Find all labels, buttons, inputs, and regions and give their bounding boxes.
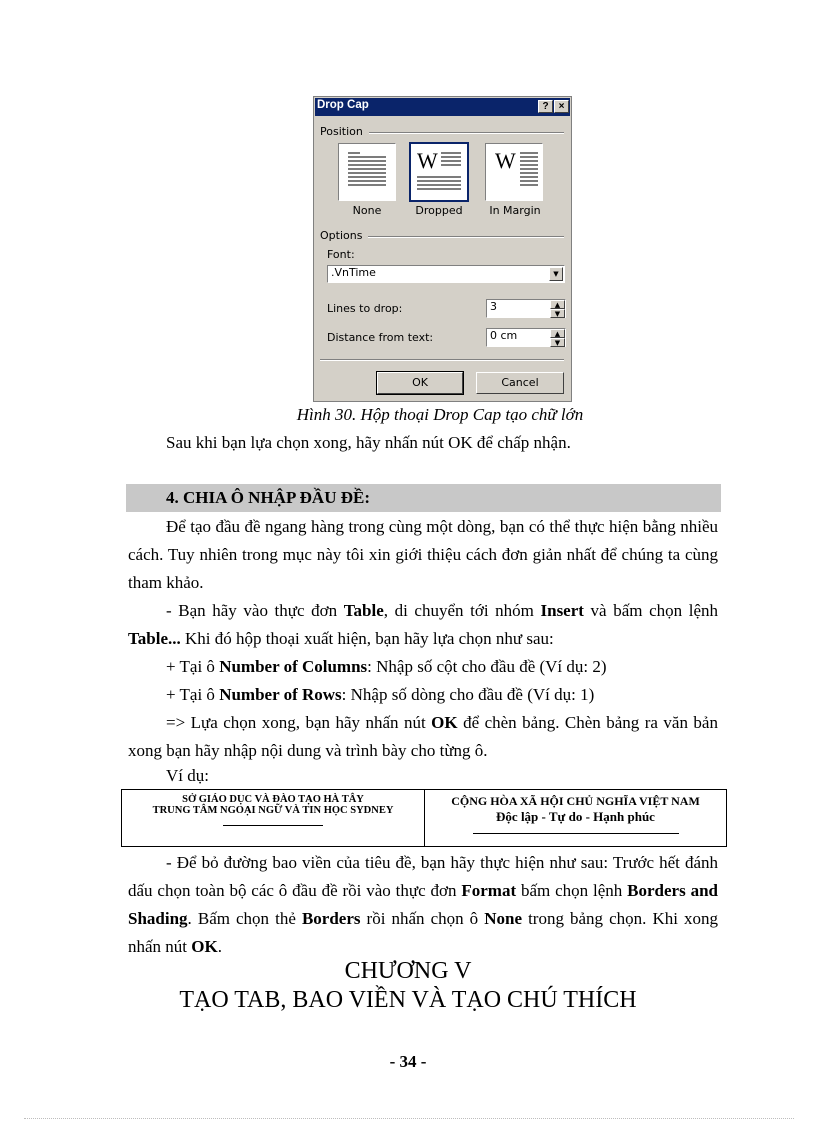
page-number: - 34 -	[389, 1052, 427, 1071]
example-table	[121, 789, 727, 847]
example-cell-right	[425, 790, 726, 846]
options-group-line	[368, 236, 564, 238]
text-lines-icon	[348, 152, 386, 188]
button-name-ok: OK	[191, 937, 218, 956]
text-run: + Tại ô	[166, 685, 220, 704]
text-run: . Bấm chọn thẻ	[187, 909, 302, 928]
command-name-table: Table...	[128, 629, 181, 648]
text-run: bấm chọn lệnh	[516, 881, 628, 900]
dialog-title: Drop Cap	[317, 99, 369, 111]
after-caption-text: Sau khi bạn lựa chọn xong, hãy nhấn nút OK để chấp nhận.	[166, 433, 571, 452]
text-run: : Nhập số dòng cho đầu đề (Ví dụ: 1)	[341, 685, 595, 704]
paragraph-1: Để tạo đầu đề ngang hàng trong cùng một dòng, bạn có thể thực hiện bằng nhiều cách. Tuy nhiên trong mục này tôi xin giới thiệu cách đơn giản nhất để chúng ta cùng tham khảo.	[128, 517, 718, 592]
example-label: Ví dụ:	[166, 766, 209, 785]
font-dropdown-chevron-icon[interactable]: ▼	[549, 267, 563, 281]
button-separator	[320, 359, 564, 361]
text-lines-icon	[520, 152, 538, 188]
text-run: , di chuyển tới nhóm	[383, 601, 541, 620]
lines-to-drop-label: Lines to drop:	[327, 302, 403, 315]
distance-spin-down-icon[interactable]: ▼	[550, 338, 565, 347]
close-icon[interactable]: ×	[554, 100, 569, 113]
lines-to-drop-value: 3	[490, 300, 497, 313]
cancel-button[interactable]: Cancel	[476, 372, 564, 394]
menu-name-table: Table	[343, 601, 384, 620]
lines-spin-down-icon[interactable]: ▼	[550, 309, 565, 318]
field-name-columns: Number of Columns	[219, 657, 368, 676]
example-left-line2: TRUNG TÂM NGOẠI NGỮ VÀ TIN HỌC SYDNEY	[152, 805, 394, 816]
field-name-rows: Number of Rows	[219, 685, 342, 704]
section-heading: 4. CHIA Ô NHẬP ĐẦU ĐỀ:	[166, 488, 371, 507]
distance-from-text-value: 0 cm	[490, 329, 518, 342]
drop-cap-letter: W	[417, 148, 438, 173]
page-bottom-rule	[24, 1118, 794, 1119]
position-none-option[interactable]	[338, 143, 396, 201]
drop-cap-dialog	[313, 96, 572, 402]
dialog-titlebar	[315, 98, 570, 116]
options-group-label: Options	[320, 229, 363, 242]
position-in-margin-label: In Margin	[489, 204, 541, 217]
example-right-line2: Độc lập - Tự do - Hạnh phúc	[496, 809, 655, 824]
figure-caption: Hình 30. Hộp thoại Drop Cap tạo chữ lớn	[296, 405, 584, 424]
text-run: - Để bỏ đường bao viền của tiêu đề, bạn hãy thực hiện như sau: Trước hết đánh dấu chọn toàn bộ các ô đầu đề rồi vào thực đơn	[128, 853, 718, 900]
font-label: Font:	[327, 248, 355, 261]
command-name-borders-shading: Borders and Shading	[128, 881, 718, 928]
text-lines-icon	[417, 176, 461, 192]
chapter-number: CHƯƠNG V	[344, 958, 472, 984]
ok-button[interactable]: OK	[377, 372, 463, 394]
chapter-title: TẠO TAB, BAO VIỀN VÀ TẠO CHÚ THÍCH	[179, 987, 637, 1013]
group-name-insert: Insert	[540, 601, 584, 620]
distance-spin-up-icon[interactable]: ▲	[550, 329, 565, 338]
example-right-line1: CỘNG HÒA XÃ HỘI CHỦ NGHĨA VIỆT NAM	[451, 794, 700, 808]
distance-from-text-label: Distance from text:	[327, 331, 434, 344]
font-value: .VnTime	[331, 266, 376, 279]
menu-name-format: Format	[461, 881, 517, 900]
paragraph-2	[128, 597, 718, 653]
text-run: - Bạn hãy vào thực đơn	[166, 601, 344, 620]
position-group-line	[369, 132, 564, 134]
text-run: => Lựa chọn xong, bạn hãy nhấn nút	[166, 713, 432, 732]
position-group-label: Position	[320, 125, 363, 138]
option-name-none: None	[484, 909, 523, 928]
text-lines-icon	[441, 152, 461, 168]
position-dropped-label: Dropped	[415, 204, 463, 217]
text-run: để chèn bảng. Chèn bảng ra văn bản xong bạn hãy nhập nội dung và trình bày cho từng ô.	[128, 713, 718, 760]
position-dropped-option[interactable]	[410, 143, 468, 201]
help-icon[interactable]: ?	[538, 100, 553, 113]
text-run: : Nhập số cột cho đầu đề (Ví dụ: 2)	[367, 657, 607, 676]
example-left-underline	[223, 825, 323, 826]
text-run: + Tại ô	[166, 657, 220, 676]
margin-cap-letter: W	[495, 148, 516, 173]
paragraph-7	[128, 849, 718, 961]
example-cell-left	[122, 790, 425, 846]
text-run: .	[217, 937, 222, 956]
button-name-ok: OK	[431, 713, 458, 732]
paragraph-5	[128, 709, 718, 765]
position-none-label: None	[352, 204, 382, 217]
example-right-underline	[473, 833, 679, 834]
paragraph-3	[128, 653, 718, 681]
position-in-margin-option[interactable]	[485, 143, 543, 201]
section-heading-bar	[126, 484, 721, 512]
font-select[interactable]	[327, 265, 565, 283]
text-run: Khi đó hộp thoại xuất hiện, bạn hãy lựa chọn như sau:	[180, 629, 554, 648]
lines-spin-up-icon[interactable]: ▲	[550, 300, 565, 309]
text-run: trong bảng chọn. Khi xong nhấn nút	[128, 909, 719, 956]
text-run: rồi nhấn chọn ô	[360, 909, 485, 928]
tab-name-borders: Borders	[301, 909, 361, 928]
example-left-line1: SỞ GIÁO DỤC VÀ ĐÀO TẠO HÀ TÂY	[182, 794, 364, 805]
text-run: và bấm chọn lệnh	[583, 601, 718, 620]
paragraph-4	[128, 681, 718, 709]
